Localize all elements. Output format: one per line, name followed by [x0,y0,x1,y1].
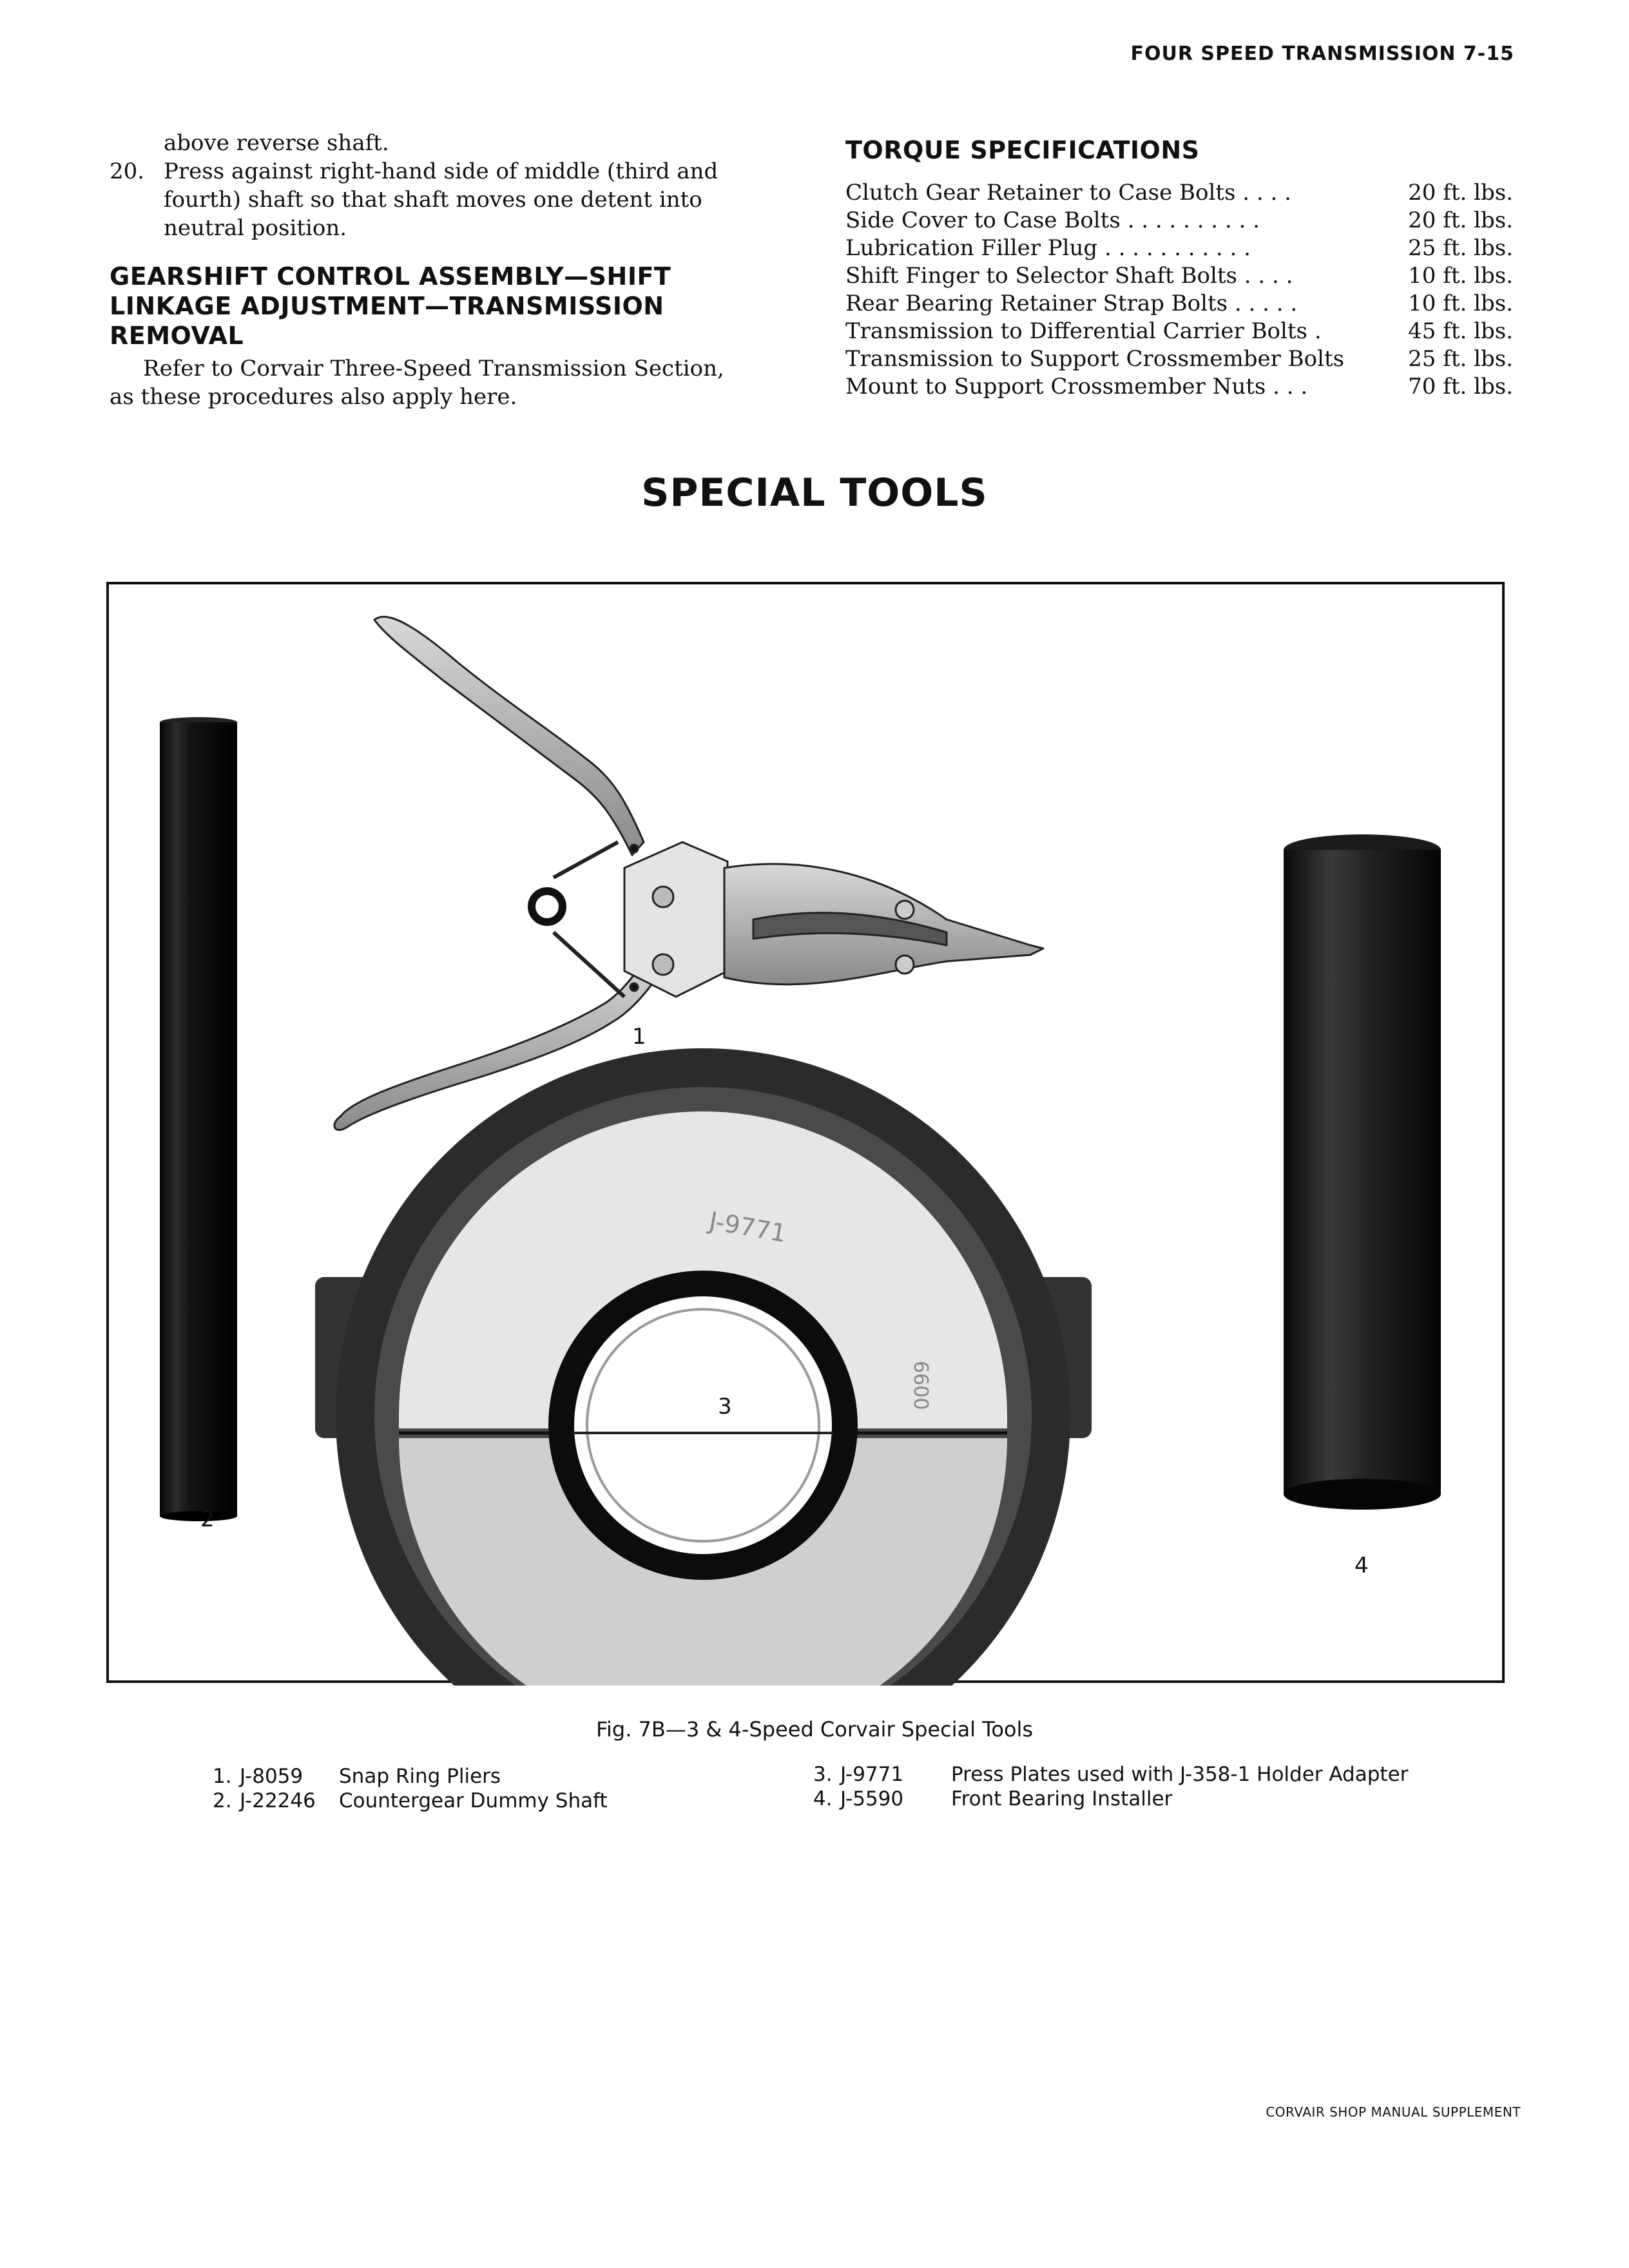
spec-name: Transmission to Support Crossmember Bolts [845,346,1345,372]
legend-number: 1. [213,1765,232,1788]
legend-number: 4. [813,1787,833,1811]
spec-name: Lubrication Filler Plug . . . . . . . . . . . [845,235,1251,261]
callout-4: 4 [1354,1553,1369,1579]
section-heading [110,262,786,351]
spec-name: Clutch Gear Retainer to Case Bolts . . . . [845,180,1291,206]
spec-row [845,345,1513,373]
spec-row [845,262,1513,290]
spec-row [845,318,1513,345]
legend-code: J-5590 [840,1787,904,1811]
step-number: 20. [110,159,145,184]
spec-value: 70 ft. lbs. [1408,374,1513,399]
callout-3: 3 [718,1394,732,1419]
legend-item [813,1762,1408,1787]
special-tools-title: SPECIAL TOOLS [641,470,988,515]
legend-desc: Countergear Dummy Shaft [339,1789,608,1812]
step-line: fourth) shaft so that shaft moves one detent into [164,187,702,213]
spec-value: 10 ft. lbs. [1408,263,1513,289]
step-line: Press against right-hand side of middle (third and [164,159,718,184]
torque-specifications [845,135,1513,401]
legend-item [213,1789,608,1813]
figure-illustration [109,584,1507,1686]
dummy-shaft [160,717,237,1521]
spec-value: 20 ft. lbs. [1408,180,1513,206]
spec-value: 25 ft. lbs. [1408,346,1513,372]
step-20 [110,157,786,186]
legend-code: J-8059 [240,1765,304,1788]
part-marking: J-9771 [707,1206,789,1248]
callout-1: 1 [632,1024,646,1050]
step-line: neutral position. [164,215,347,241]
spec-name: Side Cover to Case Bolts . . . . . . . . . . [845,207,1260,233]
spec-row [845,373,1513,401]
legend-number: 2. [213,1789,232,1812]
callout-2: 2 [200,1506,215,1532]
spec-value: 10 ft. lbs. [1408,291,1513,316]
spec-value: 45 ft. lbs. [1408,318,1513,344]
left-column [110,129,786,411]
special-tools-figure [106,582,1505,1683]
paragraph-line: Refer to Corvair Three-Speed Transmission Section, [143,356,724,381]
spec-row [845,179,1513,207]
torque-heading: TORQUE SPECIFICATIONS [845,136,1200,164]
bearing-installer [1284,834,1441,1510]
spec-value: 25 ft. lbs. [1408,235,1513,261]
press-plates [315,1048,1092,1686]
spec-name: Shift Finger to Selector Shaft Bolts . . . . [845,263,1293,289]
spec-name: Transmission to Differential Carrier Bolts . [845,318,1322,344]
plate-marking: 6600 [909,1361,932,1410]
spec-name: Mount to Support Crossmember Nuts . . . [845,374,1308,399]
legend-desc: Press Plates used with J-358-1 Holder Adapter [951,1763,1409,1786]
heading-line: REMOVAL [110,322,244,350]
legend-code: J-22246 [240,1789,316,1812]
footer: CORVAIR SHOP MANUAL SUPPLEMENT [1266,2104,1521,2120]
legend-code: J-9771 [840,1763,904,1786]
spec-row [845,235,1513,262]
legend-item [813,1787,1172,1811]
paragraph-line: as these procedures also apply here. [110,384,517,410]
legend-desc: Front Bearing Installer [951,1787,1173,1811]
heading-line: LINKAGE ADJUSTMENT—TRANSMISSION [110,292,664,320]
spec-row [845,207,1513,235]
legend-desc: Snap Ring Pliers [339,1765,501,1788]
legend-number: 3. [813,1763,833,1786]
spec-row [845,290,1513,318]
figure-caption: Fig. 7B—3 & 4-Speed Corvair Special Tools [595,1717,1034,1742]
legend-item [213,1764,501,1789]
heading-line: GEARSHIFT CONTROL ASSEMBLY—SHIFT [110,262,671,291]
spec-name: Rear Bearing Retainer Strap Bolts . . . . . [845,291,1298,316]
continuation-text: above reverse shaft. [164,130,389,156]
running-header: FOUR SPEED TRANSMISSION 7-15 [1130,43,1514,65]
spec-value: 20 ft. lbs. [1408,207,1513,233]
